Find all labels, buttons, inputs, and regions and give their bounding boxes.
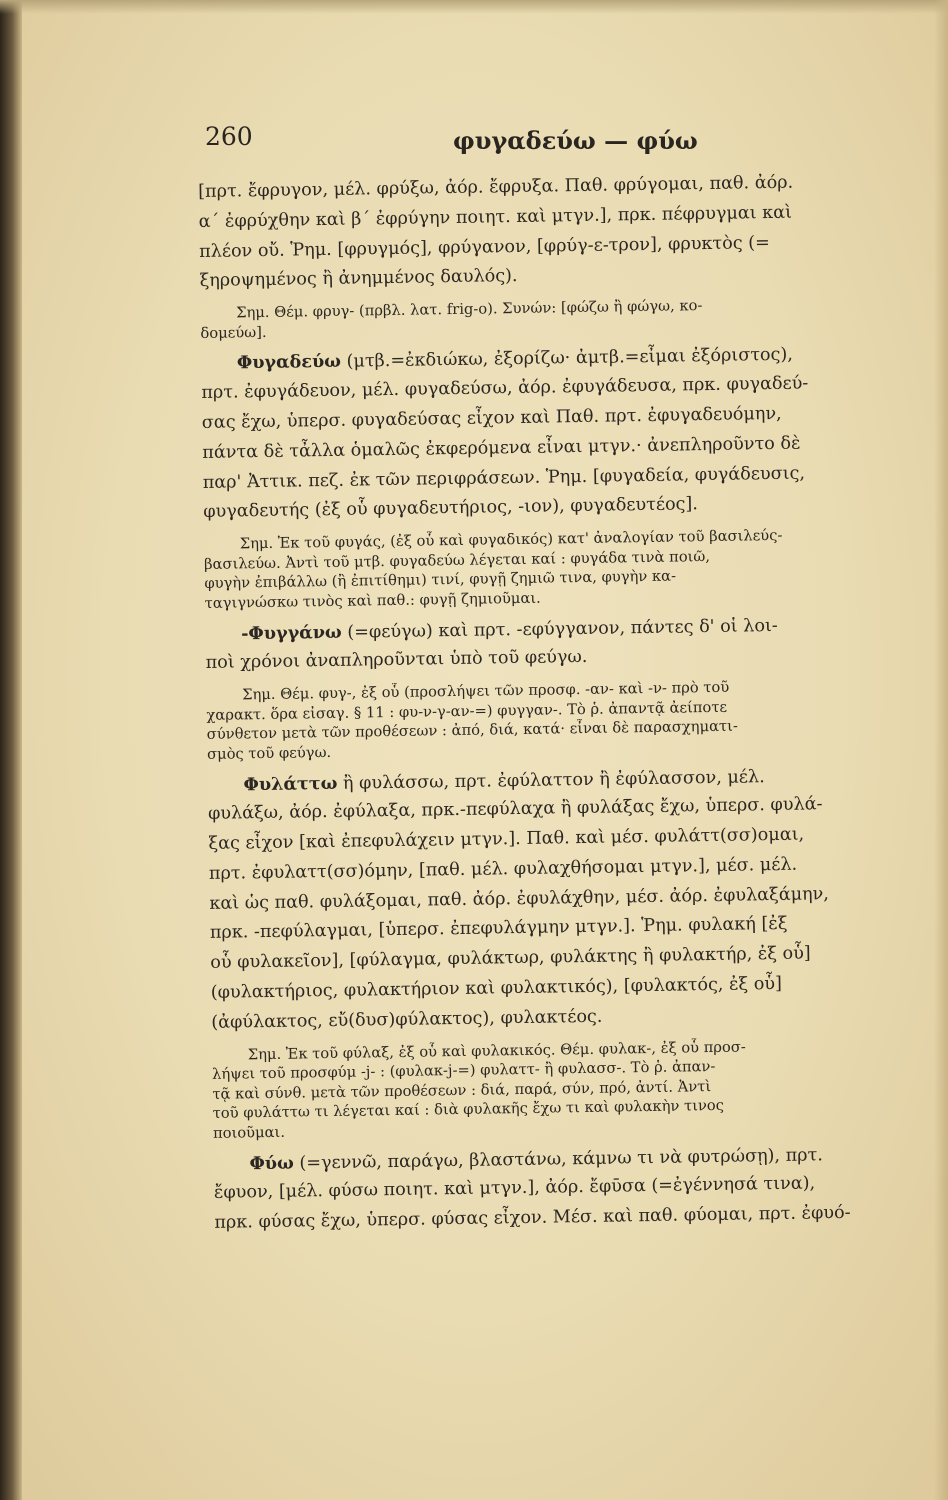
- entry-line: ποὶ χρόνοι ἀναπληροῦνται ὑπὸ τοῦ φεύγω.: [205, 647, 588, 674]
- running-title: φυγαδεύω — φύω: [453, 126, 698, 155]
- note-line: ποιοῦμαι.: [212, 1123, 286, 1142]
- note-line: τοῦ φυλάττω τι λέγεται καί : διὰ φυλακῆς ἔχω τι καὶ φυλακὴν τινος: [212, 1097, 725, 1123]
- entry-block: [213, 1138, 926, 1239]
- note-line: βασιλεύω. Ἀντὶ τοῦ μτβ. φυγαδεύω λέγεται καί : φυγάδα τινὰ ποιῶ,: [203, 547, 711, 573]
- book-spine: [0, 0, 22, 1500]
- note-line: Σημ. Ἐκ τοῦ φυγάς, (ἐξ οὗ καὶ φυγαδικός) κατ' ἀναλογίαν τοῦ βασιλεύς-: [239, 527, 783, 553]
- entry-block: [198, 167, 912, 297]
- entry-line: [πρτ. ἔφρυγον, μέλ. φρύξω, ἀόρ. ἔφρυξα. Παθ. φρύγομαι, παθ. ἀόρ.: [198, 172, 794, 202]
- note-line: φυγὴν ἐπιβάλλω (ἢ ἐπιτίθημι) τινί, φυγῇ ζημιῶ τινα, φυγὴν κα-: [204, 567, 677, 593]
- note-line: λήψει τοῦ προσφύμ -j- : (φυλακ-j-=) φυλαττ- ἢ φυλασσ-. Τὸ ῥ. ἀπαν-: [211, 1058, 716, 1084]
- note-line: σύνθετον μετὰ τῶν προθέσεων : ἀπό, διά, κατά· εἶναι δὲ παρασχηματι-: [206, 717, 738, 744]
- note-line: Σημ. Θέμ. φυγ-, ἐξ οὗ (προσλήψει τῶν προσφ. -αν- καὶ -ν- πρὸ τοῦ: [241, 678, 730, 704]
- entry-line: (ἀφύλακτος, εὔ(δυσ)φύλακτος), φυλακτέος.: [211, 1006, 603, 1033]
- note-line: ταγιγνώσκω τινὸς καὶ παθ.: φυγῇ ζημιοῦμαι.: [204, 589, 541, 612]
- entry-line: Φύω (=γεννῶ, παράγω, βλαστάνω, κάμνω τι νὰ φυτρώσῃ), πρτ.: [249, 1144, 824, 1174]
- entry-line: πρτ. ἐφυγάδευον, μέλ. φυγαδεύσω, ἀόρ. ἐφυγάδευσα, πρκ. φυγαδεύ-: [201, 373, 809, 404]
- note-block: [200, 293, 913, 343]
- note-line: σμὸς τοῦ φεύγω.: [206, 743, 332, 763]
- entry-line: Φυλάττω ἢ φυλάσσω, πρτ. ἐφύλαττον ἢ ἐφύλασσον, μέλ.: [243, 766, 765, 795]
- entry-line: πρτ. ἐφυλαττ(σσ)όμην, [παθ. μέλ. φυλαχθήσομαι μτγν.], μέσ. μέλ.: [208, 854, 798, 884]
- page-header: [205, 122, 905, 162]
- note-line: χαρακτ. ὅρα εἰσαγ. § 11 : φυ-ν-γ-αν-=) φυγγαν-. Τὸ ῥ. ἀπαντᾷ ἀείποτε: [206, 698, 728, 724]
- entry-line: (φυλακτήριος, φυλακτήριον καὶ φυλακτικός), [φυλακτός, ἐξ οὗ]: [210, 974, 783, 1003]
- note-line: τᾷ καὶ σύνθ. μετὰ τῶν προθέσεων : διά, παρά, σύν, πρό, ἀντί. Ἀντὶ: [212, 1077, 712, 1103]
- note-line: δομεύω].: [200, 323, 267, 342]
- entry-line: σας ἔχω, ὑπερσ. φυγαδεύσας εἶχον καὶ Παθ. πρτ. ἐφυγαδευόμην,: [201, 403, 782, 433]
- entry-line: παρ' Ἀττικ. πεζ. ἐκ τῶν περιφράσεων. Ῥημ. [φυγαδεία, φυγάδευσις,: [202, 463, 806, 493]
- entry-line: φυγαδευτής (ἐξ οὗ φυγαδευτήριος, -ιον), φυγαδευτέος].: [203, 494, 699, 523]
- entry-line: ἔφυον, [μέλ. φύσω ποιητ. καὶ μτγν.], ἀόρ. ἔφῡσα (=ἐγέννησά τινα),: [213, 1173, 816, 1204]
- entry-block: [205, 608, 918, 679]
- entry-line: πάντα δὲ τἆλλα ὁμαλῶς ἐκφερόμενα εἶναι μτγν.· ἀνεπληροῦντο δὲ: [202, 433, 801, 463]
- page-number: 260: [205, 122, 253, 151]
- note-block: [204, 524, 917, 614]
- page-top-edge: [0, 0, 948, 14]
- dictionary-body: [198, 167, 927, 1239]
- entry-line: οὗ φυλακεῖον], [φύλαγμα, φυλάκτωρ, φυλάκτης ἢ φυλακτήρ, ἐξ οὗ]: [210, 943, 811, 974]
- entry-line: πρκ. φύσας ἔχω, ὑπερσ. φύσας εἶχον. Μέσ. καὶ παθ. φύομαι, πρτ. ἐφυό-: [214, 1203, 851, 1234]
- entry-block: [207, 759, 923, 1038]
- entry-line: πλέον οὔ. Ῥημ. [φρυγμός], φρύγανον, [φρύγ-ε-τρον], φρυκτὸς (=: [198, 232, 770, 262]
- entry-block: [201, 338, 916, 528]
- entry-line: ξας εἶχον [καὶ ἐπεφυλάχειν μτγν.]. Παθ. καὶ μέσ. φυλάττ(σσ)ομαι,: [208, 824, 805, 855]
- note-block: [206, 675, 919, 765]
- entry-line: φυλάξω, ἀόρ. ἐφύλαξα, πρκ.-πεφύλαχα ἢ φυλάξας ἔχω, ὑπερσ. φυλά-: [207, 794, 823, 825]
- entry-line: καὶ ὡς παθ. φυλάξομαι, παθ. ἀόρ. ἐφυλάχθην, μέσ. ἀόρ. ἐφυλαξάμην,: [209, 883, 830, 914]
- entry-line: α΄ ἐφρύχθην καὶ β΄ ἐφρύγην ποιητ. καὶ μτγν.], πρκ. πέφρυγμαι καὶ: [198, 202, 793, 232]
- note-block: [212, 1034, 925, 1143]
- note-line: Σημ. Ἐκ τοῦ φύλαξ, ἐξ οὗ καὶ φυλακικός. Θέμ. φυλακ-, ἐξ οὗ προσ-: [247, 1038, 746, 1063]
- note-line: Σημ. Θέμ. φρυγ- (πρβλ. λατ. frig-o). Συνών: [φώζω ἢ φώγω, κο-: [235, 297, 703, 322]
- entry-line: -Φυγγάνω (=φεύγω) καὶ πρτ. -εφύγγανον, πάντες δ' οἱ λοι-: [240, 615, 778, 644]
- entry-line: ξηροψημένος ἢ ἀνημμένος δαυλός).: [199, 266, 518, 292]
- entry-line: Φυγαδεύω (μτβ.=ἐκδιώκω, ἐξορίζω· ἀμτβ.=εἶμαι ἐξόριστος),: [236, 345, 794, 374]
- entry-line: πρκ. -πεφύλαγμαι, [ὑπερσ. ἐπεφυλάγμην μτγν.]. Ῥημ. φυλακή [ἐξ: [209, 914, 788, 944]
- page-right-edge: [934, 0, 948, 1500]
